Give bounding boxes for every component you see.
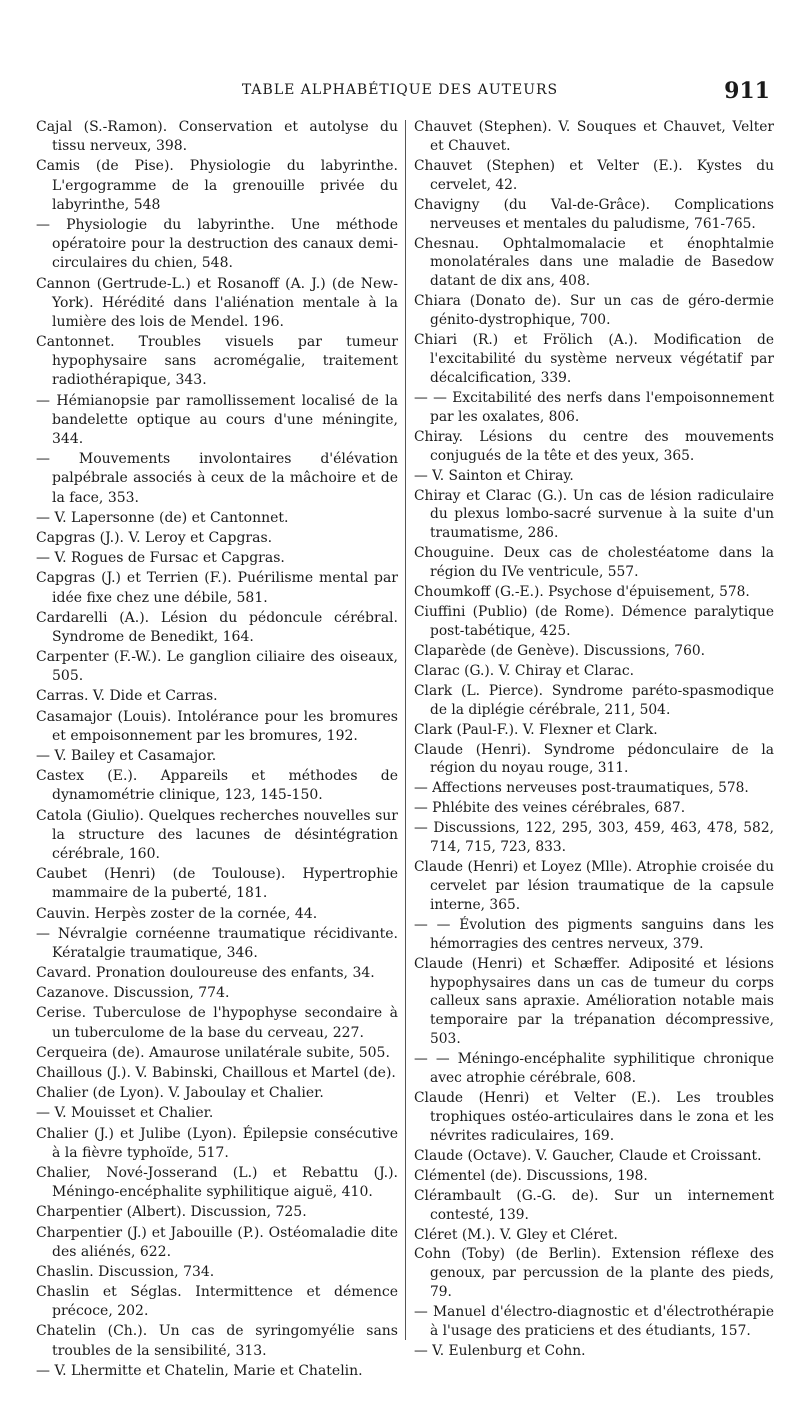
index-entry: Claude (Henri). Syndrome pédonculaire de la région du noyau rouge, 311. xyxy=(414,741,774,777)
index-entry: Chesnau. Ophtalmomalacie et énophtalmie monolatérales dans une maladie de Basedow datant de dix ans, 408. xyxy=(414,235,774,290)
index-entry: Choumkoff (G.-E.). Psychose d'épuisement, 578. xyxy=(414,584,750,601)
index-entry: — — Évolution des pigments sanguins dans les hémorragies des centres nerveux, 379. xyxy=(414,916,774,952)
index-entry: Chauvet (Stephen) et Velter (E.). Kystes du cervelet, 42. xyxy=(414,157,774,193)
index-entry: Cantonnet. Troubles visuels par tumeur hypophysaire sans acromégalie, traitement radiothérapique, 343. xyxy=(36,334,398,389)
index-entry: Clark (L. Pierce). Syndrome paréto-spasmodique de la diplégie cérébrale, 211, 504. xyxy=(414,682,774,718)
index-entry: Chalier (de Lyon). V. Jaboulay et Chalier. xyxy=(36,1085,324,1102)
index-entry: — V. Lhermitte et Chatelin, Marie et Chatelin. xyxy=(36,1362,363,1379)
index-entry: Cannon (Gertrude-L.) et Rosanoff (A. J.) (de New-York). Hérédité dans l'aliénation mentale à la lumière des lois de Mendel. 196. xyxy=(36,275,398,330)
left-column xyxy=(36,118,398,1382)
index-entry: Chatelin (Ch.). Un cas de syringomyélie sans troubles de la sensibilité, 313. xyxy=(36,1323,398,1359)
index-entry: Carras. V. Dide et Carras. xyxy=(36,688,218,705)
index-entry: — V. Bailey et Casamajor. xyxy=(36,748,217,764)
index-entry: — — Méningo-encéphalite syphilitique chronique avec atrophie cérébrale, 608. xyxy=(414,1051,774,1087)
index-entry: — V. Lapersonne (de) et Cantonnet. xyxy=(36,509,289,526)
running-header xyxy=(0,78,800,106)
index-entry: Chalier, Nové-Josserand (L.) et Rebattu (J.). Méningo-encéphalite syphilitique aiguë, 410. xyxy=(36,1164,398,1201)
index-entry: — — Excitabilité des nerfs dans l'empoisonnement par les oxalates, 806. xyxy=(414,389,774,425)
index-entry: Cavard. Pronation douloureuse des enfants, 34. xyxy=(36,965,375,982)
index-entry: Caubet (Henri) (de Toulouse). Hypertrophie mammaire de la puberté, 181. xyxy=(36,866,398,902)
index-entry: — Névralgie cornéenne traumatique récidivante. Kératalgie traumatique, 346. xyxy=(36,925,398,961)
index-entry: — V. Rogues de Fursac et Capgras. xyxy=(36,550,285,567)
index-entry: Claude (Henri) et Loyez (Mlle). Atrophie croisée du cervelet par lésion traumatique de la capsule interne, 365. xyxy=(414,859,774,913)
index-entry: Casamajor (Louis). Intolérance pour les bromures et empoisonnement par les bromures, 192. xyxy=(36,708,398,744)
index-entry: Cardarelli (A.). Lésion du pédoncule cérébral. Syndrome de Benedikt, 164. xyxy=(36,609,398,645)
index-entry: Cerise. Tuberculose de l'hypophyse secondaire à un tuberculome de la base du cerveau, 227. xyxy=(36,1005,398,1041)
index-entry: Chouguine. Deux cas de cholestéatome dans la région du IVe ventricule, 557. xyxy=(414,545,774,581)
index-entry: Cazanove. Discussion, 774. xyxy=(36,985,230,1002)
index-entry: Chauvet (Stephen). V. Souques et Chauvet, Velter et Chauvet. xyxy=(414,119,774,154)
header-title: TABLE ALPHABÉTIQUE DES AUTEURS xyxy=(241,82,559,98)
index-entry: Ciuffini (Publio) (de Rome). Démence paralytique post-tabétique, 425. xyxy=(414,604,774,639)
index-entry: — Hémianopsie par ramollissement localisé de la bandelette optique au cours d'une méningite, 344. xyxy=(36,392,398,447)
index-entry: Clérambault (G.-G. de). Sur un internement contesté, 139. xyxy=(414,1187,774,1223)
index-entry: Charpentier (Albert). Discussion, 725. xyxy=(36,1204,307,1221)
index-entry: Clark (Paul-F.). V. Flexner et Clark. xyxy=(414,721,658,738)
index-entry: Charpentier (J.) et Jabouille (P.). Ostéomaladie dite des aliénés, 622. xyxy=(36,1224,398,1260)
index-entry: Claude (Henri) et Velter (E.). Les troubles trophiques ostéo-articulaires dans le zona et les névrites radiculaires, 169. xyxy=(414,1090,774,1144)
index-entry: Capgras (J.) et Terrien (F.). Puérilisme mental par idée fixe chez une débile, 581. xyxy=(36,570,398,606)
index-entry: Carpenter (F.-W.). Le ganglion ciliaire des oiseaux, 505. xyxy=(36,649,398,685)
column-divider xyxy=(405,120,406,1340)
index-entry: Camis (de Pise). Physiologie du labyrinthe. L'ergogramme de la grenouille privée du labyrinthe, 548 xyxy=(36,158,398,213)
index-entry: Claude (Octave). V. Gaucher, Claude et Croissant. xyxy=(414,1147,762,1164)
index-entry: — V. Sainton et Chiray. xyxy=(414,467,574,484)
index-entry: Chiari (R.) et Frölich (A.). Modification de l'excitabilité du système nerveux végétatif par décalcification, 339. xyxy=(414,332,774,386)
index-entry: Capgras (J.). V. Leroy et Capgras. xyxy=(36,529,273,546)
index-entry: Cléret (M.). V. Gley et Cléret. xyxy=(414,1226,618,1243)
index-entry: Claude (Henri) et Schæffer. Adiposité et lésions hypophysaires dans un cas de tumeur du corps calleux sans apraxie. Amélioration notable mais temporaire par la trépanation décompressive, 503. xyxy=(414,955,774,1048)
index-entry: — Discussions, 122, 295, 303, 459, 463, 478, 582, 714, 715, 723, 833. xyxy=(414,820,774,856)
index-entry: Castex (E.). Appareils et méthodes de dynamométrie clinique, 123, 145-150. xyxy=(36,768,398,804)
index-entry: Chiray. Lésions du centre des mouvements conjugués de la tête et des yeux, 365. xyxy=(414,428,774,464)
index-entry: Chavigny (du Val-de-Grâce). Complications nerveuses et mentales du paludisme, 761-765. xyxy=(414,196,774,232)
index-entry: Cajal (S.-Ramon). Conservation et autolyse du tissu nerveux, 398. xyxy=(36,119,398,155)
index-entry: Cohn (Toby) (de Berlin). Extension réflexe des genoux, par percussion de la plante des pieds, 79. xyxy=(414,1246,774,1301)
index-entry: — Affections nerveuses post-traumatiques, 578. xyxy=(414,780,749,797)
index-entry: Chiray et Clarac (G.). Un cas de lésion radiculaire du plexus lombo-sacré survenue à la suite d'un traumatisme, 286. xyxy=(414,487,774,542)
index-entry: Claparède (de Genève). Discussions, 760. xyxy=(414,642,706,659)
index-entry: — Physiologie du labyrinthe. Une méthode opératoire pour la destruction des canaux demi-circulaires du chien, 548. xyxy=(36,216,398,272)
index-entry: Catola (Giulio). Quelques recherches nouvelles sur la structure des lacunes de désintégration cérébrale, 160. xyxy=(36,807,398,862)
index-entry: Chaslin. Discussion, 734. xyxy=(36,1263,215,1280)
index-entry: Cauvin. Herpès zoster de la cornée, 44. xyxy=(36,905,318,922)
index-entry: Chiara (Donato de). Sur un cas de géro-dermie génito-dystrophique, 700. xyxy=(414,293,774,329)
right-column xyxy=(414,118,774,1362)
index-entry: Chalier (J.) et Julibe (Lyon). Épilepsie consécutive à la fièvre typhoïde, 517. xyxy=(36,1125,398,1161)
index-entry: Clarac (G.). V. Chiray et Clarac. xyxy=(414,662,634,679)
index-entry: Cerqueira (de). Amaurose unilatérale subite, 505. xyxy=(36,1044,390,1061)
index-entry: — Phlébite des veines cérébrales, 687. xyxy=(414,800,686,817)
index-entry: Clémentel (de). Discussions, 198. xyxy=(414,1167,648,1184)
index-entry: — V. Eulenburg et Cohn. xyxy=(414,1343,586,1360)
index-entry: Chaillous (J.). V. Babinski, Chaillous et Martel (de). xyxy=(36,1065,396,1081)
index-entry: — Manuel d'électro-diagnostic et d'électrothérapie à l'usage des praticiens et des étudiants, 157. xyxy=(414,1304,774,1340)
index-entry: Chaslin et Séglas. Intermittence et démence précoce, 202. xyxy=(36,1284,398,1320)
index-entry: — V. Mouisset et Chalier. xyxy=(36,1105,214,1122)
page-number: 911 xyxy=(724,78,770,104)
index-entry: — Mouvements involontaires d'élévation palpébrale associés à ceux de la mâchoire et de la face, 353. xyxy=(36,451,398,506)
